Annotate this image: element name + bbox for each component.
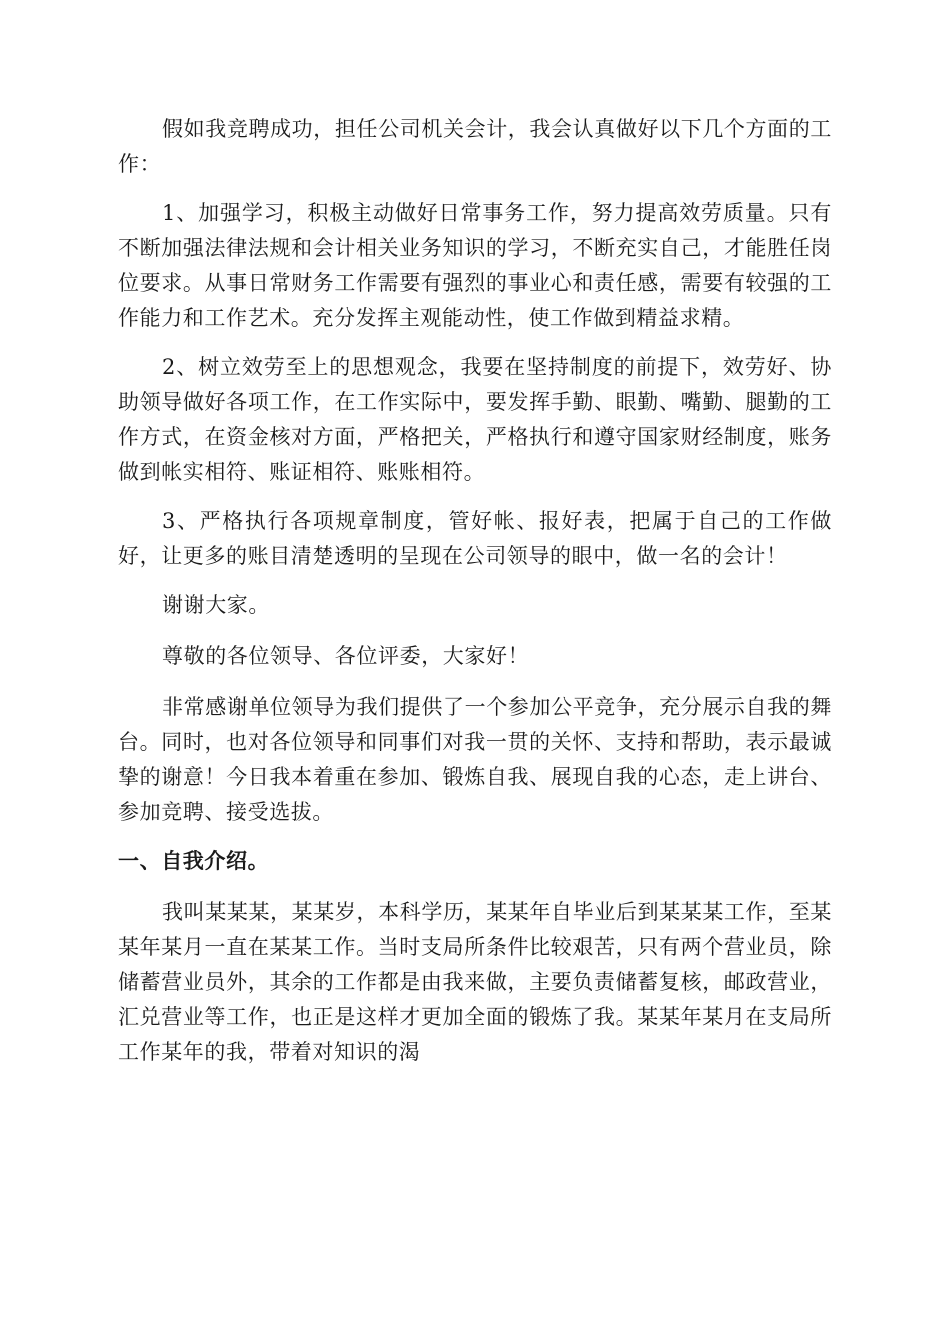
paragraph-appointment-plan: 假如我竞聘成功，担任公司机关会计，我会认真做好以下几个方面的工作： xyxy=(118,117,832,176)
paragraph-self-introduction: 我叫某某某，某某岁，本科学历，某某年自毕业后到某某某工作，至某某年某月一直在某某工作。当时支局所条件比较艰苦，只有两个营业员，除储蓄营业员外，其余的工作都是由我来做，主要负责储蓄复核，邮政营业，汇兑营业等工作，也正是这样才更加全面的锻炼了我。某某年某月在支局所工作某年的我，带着对知识的渴 xyxy=(118,900,832,1064)
section-heading: 一、自我介绍。 xyxy=(118,849,270,873)
paragraph-gratitude: 非常感谢单位领导为我们提供了一个参加公平竞争，充分展示自我的舞台。同时，也对各位领导和同事们对我一贯的关怀、支持和帮助，表示最诚挚的谢意！今日我本着重在参加、锻炼自我、展现自我的心态，走上讲台、参加竞聘、接受选拔。 xyxy=(118,695,832,824)
paragraph-point-1: 1、加强学习，积极主动做好日常事务工作，努力提高效劳质量。只有不断加强法律法规和会计相关业务知识的学习，不断充实自己，才能胜任岗位要求。从事日常财务工作需要有强烈的事业心和责任感，需要有较强的工作能力和工作艺术。充分发挥主观能动性，使工作做到精益求精。 xyxy=(118,201,832,330)
document-page xyxy=(118,112,832,1084)
paragraph-thanks: 谢谢大家。 xyxy=(162,593,270,617)
paragraph-greeting: 尊敬的各位领导、各位评委，大家好！ xyxy=(162,644,530,668)
paragraph-point-3: 3、严格执行各项规章制度，管好帐、报好表，把属于自己的工作做好，让更多的账目清楚透明的呈现在公司领导的眼中，做一名的会计！ xyxy=(118,509,832,568)
paragraph-point-2: 2、树立效劳至上的思想观念，我要在坚持制度的前提下，效劳好、协助领导做好各项工作，在工作实际中，要发挥手勤、眼勤、嘴勤、腿勤的工作方式，在资金核对方面，严格把关，严格执行和遵守国家财经制度，账务做到帐实相符、账证相符、账账相符。 xyxy=(118,355,832,484)
